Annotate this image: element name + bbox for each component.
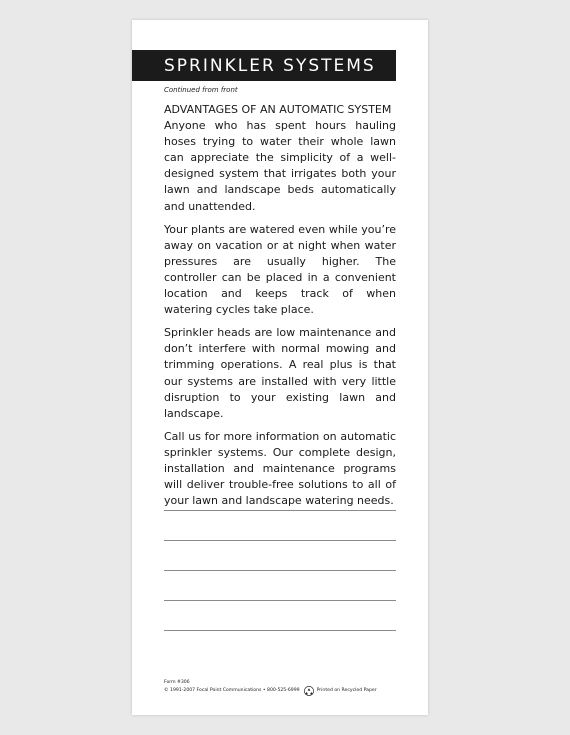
note-line-1 [164,510,396,511]
section-heading: ADVANTAGES OF AN AUTOMATIC SYSTEM [164,103,392,116]
recycle-icon [304,686,314,696]
footer-row [164,686,400,696]
recycled-text: Printed on Recycled Paper [316,688,377,693]
paragraph-3: Sprinkler heads are low maintenance and don’t interfere with normal mowing and trimming operations. A real plus is that our systems are installed with very little disruption to your existing lawn and landscape. [164,326,396,420]
form-number: Form #306 [164,680,190,685]
paragraph-4: Call us for more information on automatic sprinkler systems. Our complete design, installation and maintenance programs will deliver trouble-free solutions to all of your lawn and landscape watering needs. [164,429,396,508]
paragraph-1: Anyone who has spent hours hauling hoses trying to water their whole lawn can appreciate the simplicity of a well-designed system that irrigates both your lawn and landscape beds automatically and unattended. [164,119,396,213]
notes-lines [164,510,396,660]
document-card [132,20,428,715]
paragraph-2: Your plants are watered even while you’re away on vacation or at night when water pressures are usually higher. The controller can be placed in a convenient location and keeps track of when watering cycles take place. [164,222,396,317]
note-line-2 [164,540,396,541]
copyright-text: © 1991-2007 Focal Point Communications • 800-525-6999 [164,688,300,693]
title-bar [132,50,396,81]
note-line-3 [164,570,396,571]
page-title: SPRINKLER SYSTEMS [164,55,376,76]
footer [164,680,400,696]
note-line-4 [164,600,396,601]
article-body [164,102,396,516]
continued-note: Continued from front [164,86,238,94]
note-line-5 [164,630,396,631]
